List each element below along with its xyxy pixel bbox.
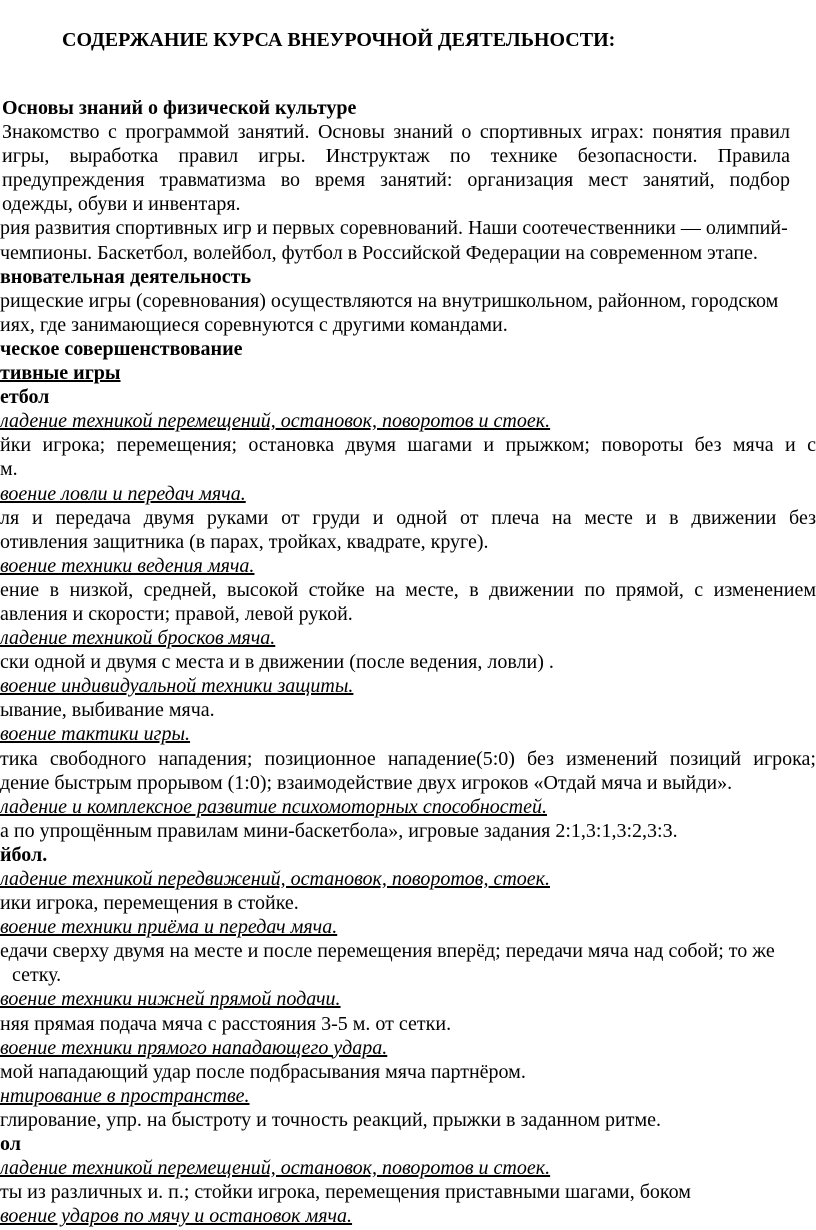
paragraph-line: чемпионы. Баскетбол, волейбол, футбол в Российской Федерации на современном этапе. — [0, 241, 758, 264]
sport-heading: ол — [0, 1133, 21, 1156]
paragraph-line: иях, где занимающиеся соревнуются с другими командами. — [0, 313, 508, 336]
topic-heading: ладение и комплексное развитие психомоторных способностей. — [0, 795, 547, 818]
paragraph-line: м. — [0, 458, 18, 481]
topic-heading: воение тактики игры. — [0, 723, 191, 746]
sport-heading: йбол. — [0, 843, 48, 866]
topic-heading: воение техники приёма и передач мяча. — [0, 916, 338, 939]
topic-heading: воение техники нижней прямой подачи. — [0, 988, 341, 1011]
document-body — [0, 96, 816, 1228]
paragraph-line: а по упрощённым правилам мини-баскетбола», игровые задания 2:1,3:1,3:2,3:3. — [0, 819, 678, 842]
paragraph-line: йки игрока; перемещения; остановка двумя шагами и прыжком; повороты без мяча и с — [0, 434, 816, 457]
topic-heading: ладение техникой бросков мяча. — [0, 627, 276, 650]
topic-heading: воение ловли и передач мяча. — [0, 482, 246, 505]
paragraph-line: няя прямая подача мяча с расстояния 3-5 м. от сетки. — [0, 1012, 452, 1035]
subsection-heading: тивные игры — [0, 362, 121, 385]
topic-heading: воение ударов по мячу и остановок мяча. — [0, 1205, 353, 1228]
document-title: СОДЕРЖАНИЕ КУРСА ВНЕУРОЧНОЙ ДЕЯТЕЛЬНОСТИ: — [62, 29, 616, 51]
paragraph-line: отивления защитника (в парах, тройках, квадрате, круге). — [0, 530, 489, 553]
paragraph-line: глирование, упр. на быстроту и точность реакций, прыжки в заданном ритме. — [0, 1108, 661, 1131]
paragraph-line: ски одной и двумя с места и в движении (после ведения, ловли) . — [0, 651, 554, 674]
paragraph-line: одежды, обуви и инвентаря. — [2, 193, 241, 216]
topic-heading: нтирование в пространстве. — [0, 1084, 250, 1107]
paragraph-line: рия развития спортивных игр и первых соревнований. Наши соотечественники — олимпий- — [0, 217, 788, 240]
paragraph-line: игры, выработка правил игры. Инструктаж по технике безопасности. Правила — [2, 145, 790, 168]
topic-heading: ладение техникой передвижений, остановок, поворотов, стоек. — [0, 868, 550, 890]
topic-heading: ладение техникой перемещений, остановок, поворотов и стоек. — [0, 1157, 551, 1180]
section-heading: вновательная деятельность — [0, 265, 252, 288]
paragraph-line: Знакомство с программой занятий. Основы знаний о спортивных играх: понятия правил — [2, 121, 790, 144]
paragraph-line: авления и скорости; правой, левой рукой. — [0, 602, 353, 625]
section-heading: ческое совершенствование — [0, 337, 243, 360]
paragraph-line: дение быстрым прорывом (1:0); взаимодействие двух игроков «Отдай мяча и выйди». — [0, 771, 733, 794]
paragraph-line: сетку. — [12, 964, 62, 987]
paragraph-line: ение в низкой, средней, высокой стойке на месте, в движении по прямой, с изменением — [0, 578, 816, 601]
paragraph-line: ывание, выбивание мяча. — [0, 699, 215, 722]
paragraph-line: мой нападающий удар после подбрасывания мяча партнёром. — [0, 1060, 526, 1083]
section-heading: Основы знаний о физической культуре — [2, 97, 357, 119]
paragraph-line: ты из различных и. п.; стойки игрока, перемещения приставными шагами, боком — [0, 1181, 691, 1204]
sport-heading: етбол — [0, 386, 50, 409]
paragraph-line: ики игрока, перемещения в стойке. — [0, 892, 299, 915]
topic-heading: воение техники ведения мяча. — [0, 554, 255, 577]
paragraph-line: ля и передача двумя руками от груди и одной от плеча на месте и в движении без — [0, 506, 816, 529]
topic-heading: воение техники прямого нападающего удара. — [0, 1036, 388, 1059]
paragraph-line: тика свободного нападения; позиционное нападение(5:0) без изменений позиций игрока; — [0, 747, 816, 770]
paragraph-line: предупреждения травматизма во время занятий: организация мест занятий, подбор — [2, 169, 790, 192]
paragraph-line: едачи сверху двумя на месте и после перемещения вперёд; передачи мяча над собой; то же — [0, 940, 775, 963]
paragraph-line: рищеские игры (соревнования) осуществляются на внутришкольном, районном, городском — [0, 289, 779, 312]
topic-heading: воение индивидуальной техники защиты. — [0, 675, 354, 698]
topic-heading: ладение техникой перемещений, остановок, поворотов и стоек. — [0, 410, 551, 433]
